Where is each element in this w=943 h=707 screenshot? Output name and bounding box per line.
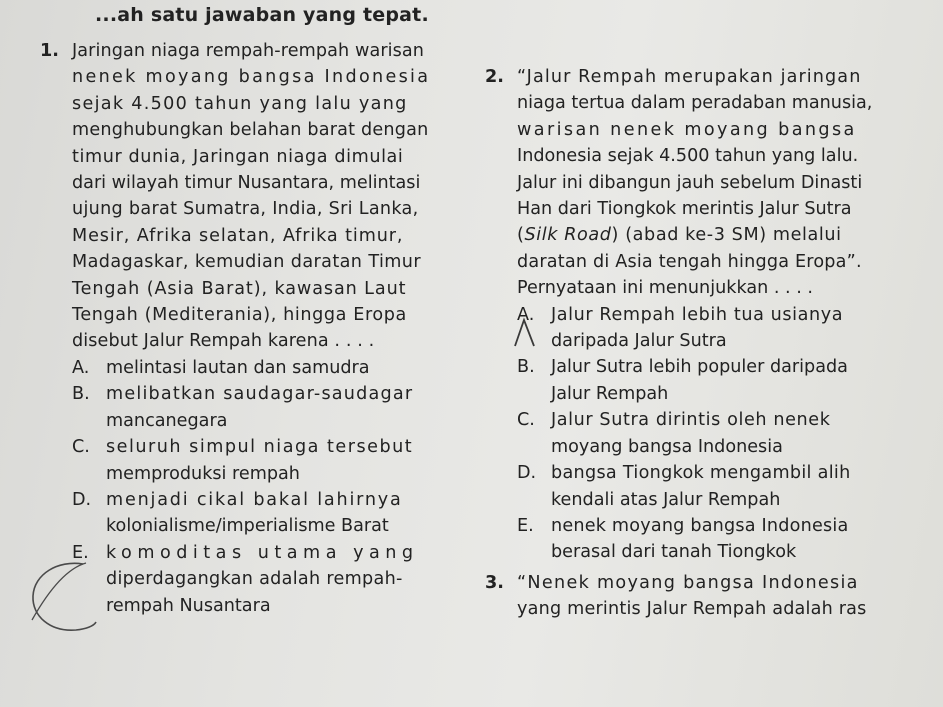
option-letter: E. bbox=[72, 542, 89, 563]
text-line: Indonesia sejak 4.500 tahun yang lalu. bbox=[517, 146, 859, 167]
text-line: Madagaskar, kemudian daratan Timur bbox=[72, 252, 421, 273]
question-3-text bbox=[517, 570, 905, 623]
option-a[interactable] bbox=[517, 302, 905, 355]
option-letter: D. bbox=[72, 489, 92, 510]
instruction-header: ...ah satu jawaban yang tepat. bbox=[95, 4, 429, 26]
question-2 bbox=[485, 64, 905, 566]
right-column bbox=[485, 64, 905, 623]
text-line: Tengah (Mediterania), hingga Eropa bbox=[72, 305, 407, 326]
option-text: berasal dari tanah Tiongkok bbox=[551, 542, 797, 563]
option-text: bangsa Tiongkok mengambil alih bbox=[551, 463, 851, 484]
text-line: warisan nenek moyang bangsa bbox=[517, 119, 857, 140]
question-1-options bbox=[72, 355, 470, 619]
silk-road-part: (Silk Road) (abad ke-3 SM) melalui bbox=[517, 225, 842, 246]
text-line: menghubungkan belahan barat dengan bbox=[72, 120, 429, 141]
text-line: timur dunia, Jaringan niaga dimulai bbox=[72, 146, 404, 167]
text-line bbox=[517, 222, 905, 248]
option-e[interactable] bbox=[517, 513, 905, 566]
question-2-text bbox=[517, 64, 905, 302]
text-line: Jalur ini dibangun jauh sebelum Dinasti bbox=[517, 172, 863, 193]
question-3 bbox=[485, 570, 905, 623]
text-line: disebut Jalur Rempah karena . . . . bbox=[72, 331, 375, 352]
option-c[interactable] bbox=[517, 407, 905, 460]
text-line: Han dari Tiongkok merintis Jalur Sutra bbox=[517, 199, 852, 220]
option-text: seluruh simpul niaga tersebut bbox=[106, 437, 414, 458]
option-text: moyang bangsa Indonesia bbox=[551, 436, 783, 457]
silk-road-italic: Silk Road bbox=[524, 225, 612, 246]
text-line: yang merintis Jalur Rempah adalah ras bbox=[517, 599, 867, 620]
text-line: dari wilayah timur Nusantara, melintasi bbox=[72, 173, 421, 194]
option-d[interactable] bbox=[72, 487, 470, 540]
option-letter: B. bbox=[517, 357, 535, 378]
option-letter: C. bbox=[517, 410, 535, 431]
text-line: “Jalur Rempah merupakan jaringan bbox=[517, 67, 862, 87]
question-2-options bbox=[517, 302, 905, 566]
option-text: nenek moyang bangsa Indonesia bbox=[551, 515, 849, 536]
option-c[interactable] bbox=[72, 434, 470, 487]
question-number: 2. bbox=[485, 67, 504, 87]
question-number: 1. bbox=[40, 41, 59, 61]
option-text: Jalur Sutra lebih populer daripada bbox=[551, 357, 848, 378]
option-a[interactable] bbox=[72, 355, 470, 381]
option-text: melibatkan saudagar-saudagar bbox=[106, 384, 414, 405]
option-text: menjadi cikal bakal lahirnya bbox=[106, 489, 403, 510]
option-text: komoditas utama yang bbox=[106, 542, 419, 563]
question-1-text bbox=[72, 38, 470, 355]
text-line: nenek moyang bangsa Indonesia bbox=[72, 67, 431, 88]
option-d[interactable] bbox=[517, 460, 905, 513]
option-text: memproduksi rempah bbox=[106, 463, 300, 484]
option-letter: B. bbox=[72, 384, 90, 405]
option-e[interactable] bbox=[72, 540, 470, 619]
option-text: melintasi lautan dan samudra bbox=[106, 357, 370, 378]
option-letter: A. bbox=[72, 357, 90, 378]
option-text: rempah Nusantara bbox=[106, 595, 271, 616]
option-letter: A. bbox=[517, 304, 535, 325]
question-number: 3. bbox=[485, 572, 504, 593]
text-line: Mesir, Afrika selatan, Afrika timur, bbox=[72, 225, 404, 246]
option-b[interactable] bbox=[517, 354, 905, 407]
option-text: daripada Jalur Sutra bbox=[551, 331, 727, 352]
option-b[interactable] bbox=[72, 381, 470, 434]
option-text: mancanegara bbox=[106, 410, 228, 431]
text-line: Jaringan niaga rempah-rempah warisan bbox=[72, 41, 425, 61]
text-line: daratan di Asia tengah hingga Eropa”. bbox=[517, 251, 862, 272]
option-text: kendali atas Jalur Rempah bbox=[551, 489, 781, 510]
text-line: niaga tertua dalam peradaban manusia, bbox=[517, 93, 873, 114]
option-text: diperdagangkan adalah rempah- bbox=[106, 569, 403, 590]
option-letter: D. bbox=[517, 463, 537, 484]
option-text: Jalur Rempah bbox=[551, 383, 669, 404]
question-1 bbox=[40, 38, 470, 619]
text-line: sejak 4.500 tahun yang lalu yang bbox=[72, 93, 408, 114]
option-text: kolonialisme/imperialisme Barat bbox=[106, 516, 389, 537]
option-text: Jalur Sutra dirintis oleh nenek bbox=[551, 410, 831, 431]
option-letter: C. bbox=[72, 437, 90, 458]
text-line: ujung barat Sumatra, India, Sri Lanka, bbox=[72, 199, 419, 220]
option-letter: E. bbox=[517, 515, 534, 536]
text-line: “Nenek moyang bangsa Indonesia bbox=[517, 572, 859, 593]
text-line: Tengah (Asia Barat), kawasan Laut bbox=[72, 278, 407, 299]
left-column bbox=[40, 38, 470, 619]
option-text: Jalur Rempah lebih tua usianya bbox=[551, 304, 844, 325]
text-line: Pernyataan ini menunjukkan . . . . bbox=[517, 278, 813, 299]
